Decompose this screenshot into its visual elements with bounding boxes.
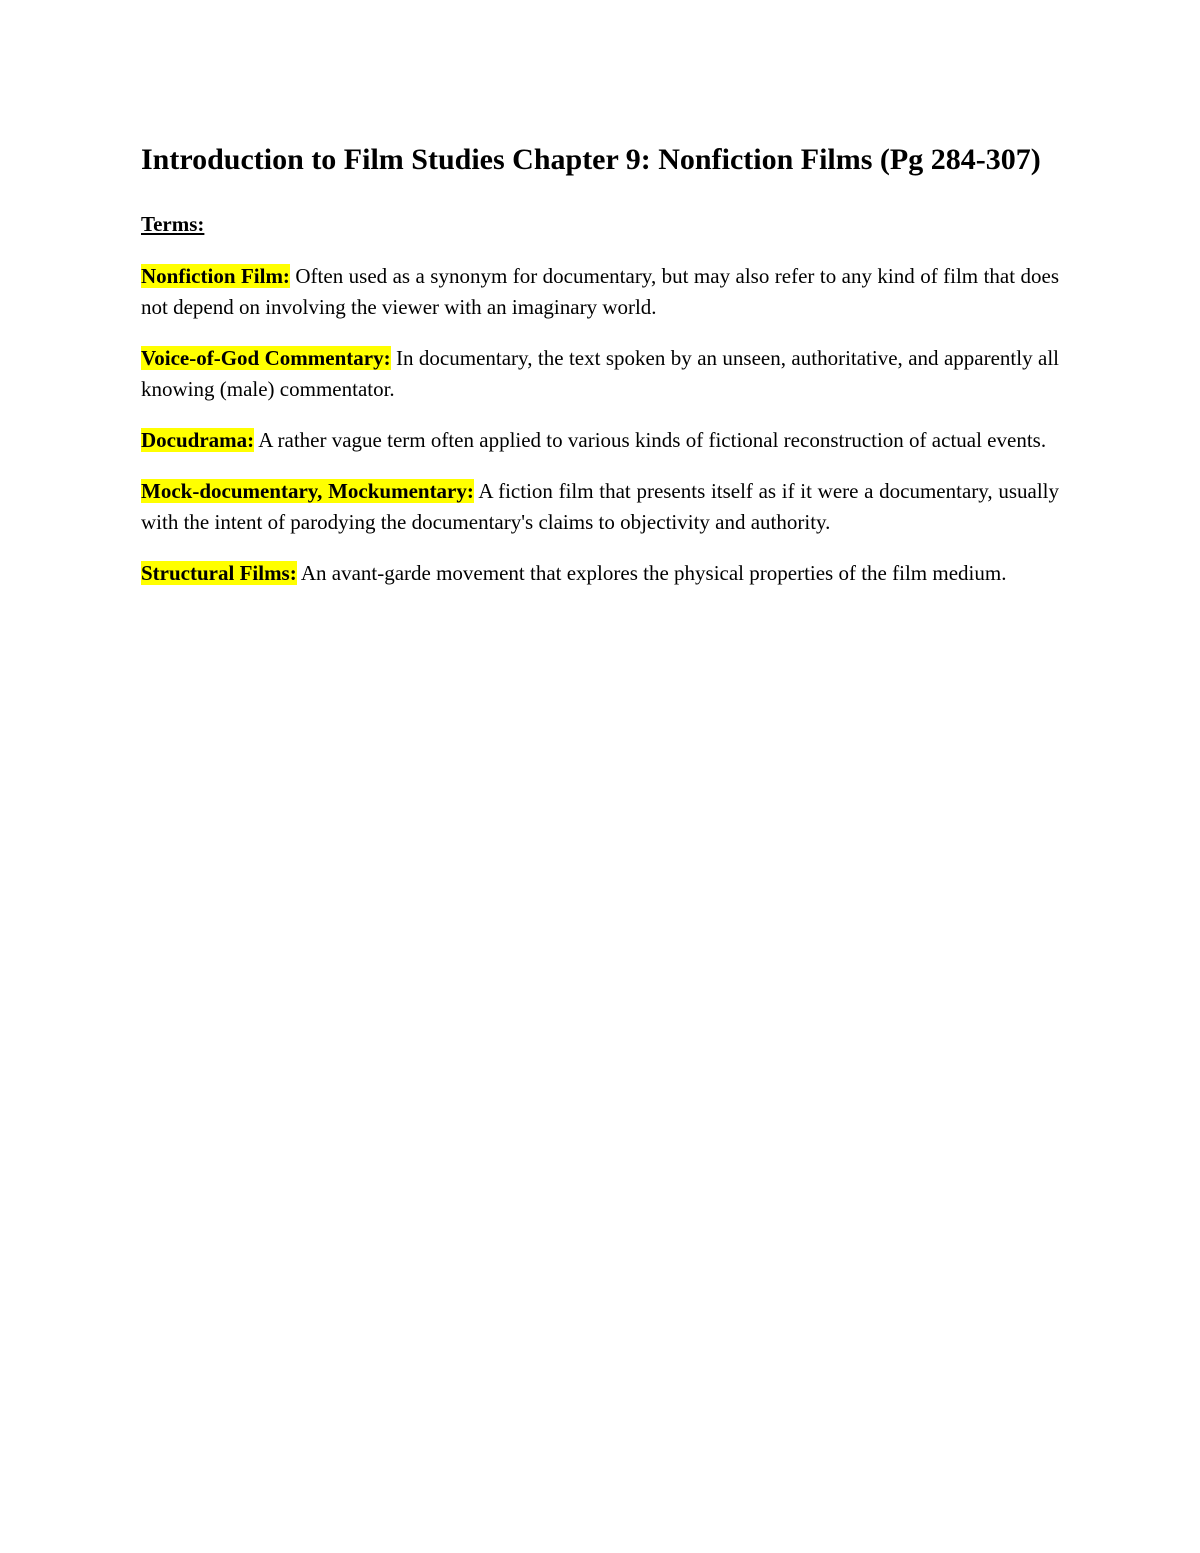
document-title: Introduction to Film Studies Chapter 9: Nonfiction Films (Pg 284-307) bbox=[141, 143, 1041, 176]
term-entry bbox=[141, 476, 1059, 538]
term-entry bbox=[141, 425, 1059, 456]
term-label: Structural Films: bbox=[141, 561, 297, 585]
term-definition: A rather vague term often applied to various kinds of fictional reconstruction of actual events. bbox=[258, 428, 1047, 452]
document-page bbox=[141, 138, 1059, 589]
term-entry bbox=[141, 261, 1059, 323]
term-label: Nonfiction Film: bbox=[141, 264, 290, 288]
term-definition: A fiction film that presents itself as if it were a documentary, usually with the intent of parodying the documentary's claims to objectivity and authority. bbox=[141, 479, 1059, 534]
term-entry bbox=[141, 558, 1059, 589]
term-definition: Often used as a synonym for documentary, but may also refer to any kind of film that does not depend on involving the viewer with an imaginary world. bbox=[141, 264, 1060, 319]
term-label: Docudrama: bbox=[141, 428, 255, 452]
term-list bbox=[141, 261, 1059, 589]
term-label: Voice-of-God Commentary: bbox=[141, 346, 391, 370]
term-definition: An avant-garde movement that explores the physical properties of the film medium. bbox=[300, 561, 1007, 585]
term-definition: In documentary, the text spoken by an unseen, authoritative, and apparently all knowing (male) commentator. bbox=[141, 346, 1059, 401]
term-entry bbox=[141, 343, 1059, 405]
section-heading-terms: Terms: bbox=[141, 212, 205, 236]
term-label: Mock-documentary, Mockumentary: bbox=[141, 479, 474, 503]
